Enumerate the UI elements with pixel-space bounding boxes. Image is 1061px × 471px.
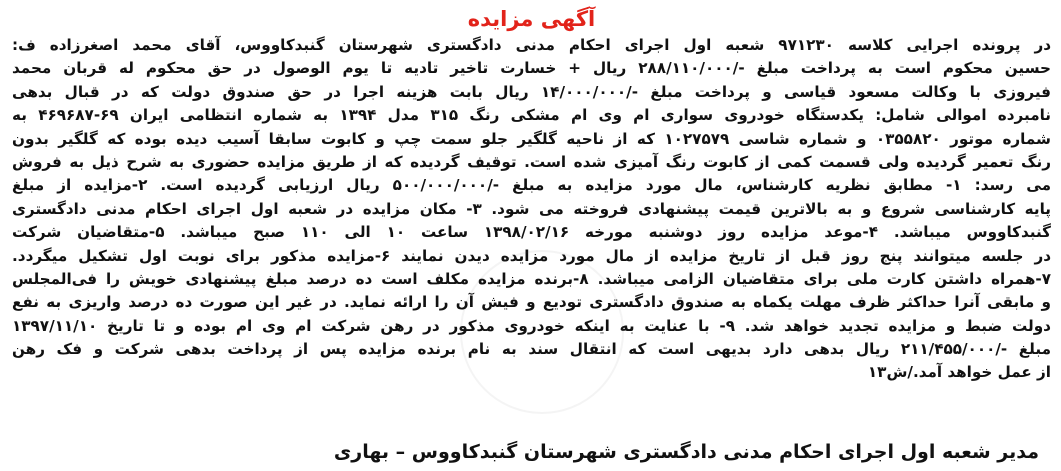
- notice-line: گنبدکاووس میباشد. ۴-موعد مزایده روز دوشنبه مورخه ۱۳۹۸/۰۲/۱۶ ساعت ۱۰ الی ۱۱۰ صبح میباشد. ۵-متقاضیان شرکت: [12, 223, 1051, 242]
- notice-line: مبلغ -/۲۱۱/۴۵۵/۰۰۰ ریال بدهی دارد بدیهی است که انتقال سند به نام برنده مزایده پس از پرداخت بدهی شرکت و فک رهن: [12, 340, 1051, 359]
- notice-line: می رسد: ۱- مطابق نظریه کارشناس، مال مورد مزایده به مبلغ -/۵۰۰/۰۰۰/۰۰۰ ریال ارزیابی گردیده است. ۲-مزایده از مبلغ: [12, 176, 1051, 195]
- notice-line: از عمل خواهد آمد./ش۱۳: [867, 363, 1051, 382]
- notice-line: در جلسه میتوانند پنج روز قبل از تاریخ مزایده از مال مورد مزایده دیدن نمایند ۶-مزایده مذکور برای نوبت اول تشکیل میگردد.: [12, 246, 1051, 265]
- notice-line: شماره موتور ۰۳۵۵۸۲۰ و شماره شاسی ۱۰۲۷۵۷۹ که از ناحیه گلگیر جلو سمت چپ و کابوت سابقا آسیب دیده بوده که گلگیر بدون: [12, 129, 1051, 148]
- notice-line: حسین محکوم است به پرداخت مبلغ -/۲۸۸/۱۱۰/۰۰۰ ریال + خسارت تاخیر تادیه تا یوم الوصول در حق محکوم له قربان محمد: [12, 59, 1051, 78]
- notice-line: فیروزی با وکالت مسعود قیاسی و پرداخت مبلغ -/۱۴/۰۰۰/۰۰۰ ریال بابت هزینه اجرا در حق صندوق دولت که در قبال بدهی: [12, 82, 1051, 101]
- notice-line: ۷-همراه داشتن کارت ملی برای متقاضیان الزامی میباشد. ۸-برنده مزایده مکلف است ده درصد مبلغ پیشنهادی خویش را فی‌المجلس: [12, 269, 1051, 288]
- notice-line: نامبرده اموالی شامل: یکدستگاه خودروی سواری ام وی ام مشکی رنگ ۳۱۵ مدل ۱۳۹۴ به شماره انتظامی ایران ۶۹-۴۶۹۶۸۷ به: [12, 106, 1051, 125]
- notice-line: پایه کارشناسی شروع و به بالاترین قیمت پیشنهادی فروخته می شود. ۳- مکان مزایده در شعبه اول اجرای احکام مدنی دادگستری: [12, 199, 1051, 218]
- notice-line: دولت ضبط و مزایده تجدید خواهد شد. ۹- با عنایت به اینکه خودروی مذکور در رهن شرکت ام وی ام بوده و تا تاریخ ۱۳۹۷/۱۱/۱۰: [12, 316, 1051, 335]
- notice-line: رنگ تعمیر گردیده ولی قسمت کمی از کابوت رنگ آمیزی شده است. توقیف گردیده که از طریق مزایده حضوری به شرح ذیل به فروش: [12, 152, 1051, 171]
- notice-title: آگهی مزایده: [467, 7, 596, 31]
- notice-signature: مدیر شعبه اول اجرای احکام مدنی دادگستری شهرستان گنبدکاووس – بهاری: [333, 441, 1039, 463]
- notice-line: در پرونده اجرایی کلاسه ۹۷۱۲۳۰ شعبه اول اجرای احکام مدنی دادگستری شهرستان گنبدکاووس، آقای محمد اصغرزاده ف:: [12, 36, 1051, 54]
- notice-body: [12, 34, 1051, 385]
- notice-line: و مابقی آنرا حداکثر ظرف مهلت یکماه به صندوق دادگستری تودیع و فیش آن را ارائه نماید. در غیر این صورت ده درصد واریزی به نفع: [12, 293, 1051, 312]
